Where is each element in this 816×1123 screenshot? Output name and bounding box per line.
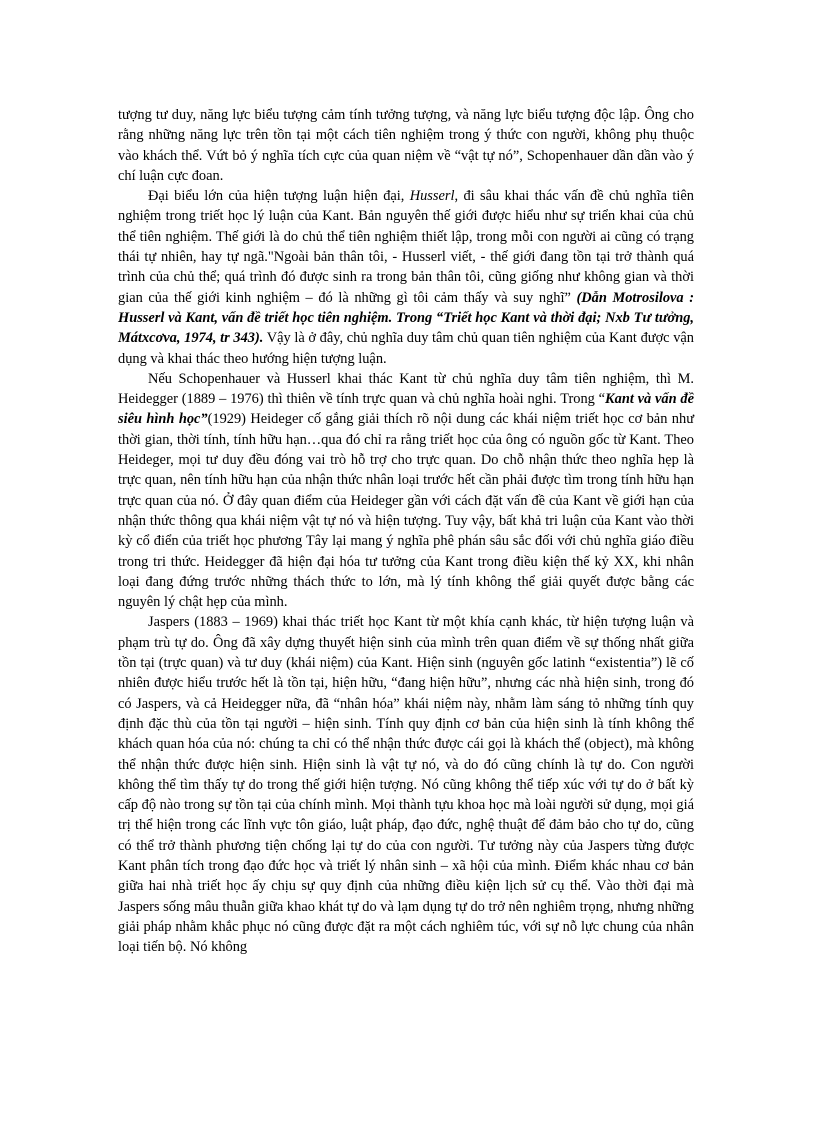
paragraph-2-intro: Đại biểu lớn của hiện tượng luận hiện đại, [148, 188, 410, 205]
paragraph-2-body: , đi sâu khai thác vấn đề chủ nghĩa tiên nghiệm trong triết học lý luận của Kant. Bản nguyên thế giới được hiểu như sự triển khai của chủ thể tiên nghiệm. Thế giới là do chủ thể tiên nghiệm thiết lập, trong mỗi con người ai cũng có trạng thái tự nhiên, hay tự ngã."Ngoài bản thân tôi, - Husserl viết, - thế giới đang tồn tại trở thành quá trình của chủ thể; quá trình đó được sinh ra trong bản thân tôi, cũng giống như không gian và thời gian của thế giới kinh nghiệm – đó là những gì tôi cảm thấy và suy nghĩ” [118, 188, 694, 306]
paragraph-4: Jaspers (1883 – 1969) khai thác triết học Kant từ một khía cạnh khác, từ hiện tượng luận và phạm trù tự do. Ông đã xây dựng thuyết hiện sinh của mình trên quan điểm về sự thống nhất giữa tồn tại (trực quan) và tư duy (khái niệm) của Kant. Hiện sinh (nguyên gốc latinh “existentia”) lẽ cố nhiên được hiểu trước hết là tồn tại, hiện hữu, “đang hiện hữu”, nhưng các nhà hiện sinh, trong đó có Jaspers, và cả Heidegger nữa, đã “nhân hóa” khái niệm này, nhằm làm sáng tỏ những tính quy định đặc thù của tồn tại người – hiện sinh. Tính quy định cơ bản của hiện sinh là tính không thể khách quan hóa của nó: chúng ta chỉ có thể nhận thức được cái gọi là khách thể (object), mà không thể nhận thức được hiện sinh. Hiện sinh là vật tự nó, và do đó cũng chính là tự do. Con người không thể tìm thấy tự do trong thế giới hiện tượng. Nó cũng không thể tiếp xúc với tự do ở bất kỳ cấp độ nào trong sự tồn tại của chính mình. Mọi thành tựu khoa học mà loài người sử dụng, mọi giá trị thể hiện trong các lĩnh vực tôn giáo, luật pháp, đạo đức, nghệ thuật để đảm bảo cho tự do, cũng có thể trở thành phương tiện chống lại tự do của con người. Tư tưởng này của Jaspers từng được Kant phân tích trong đạo đức học và triết lý nhân sinh – xã hội của mình. Điểm khác nhau cơ bản giữa hai nhà triết học ấy chịu sự quy định của những điều kiện lịch sử cụ thể. Vào thời đại mà Jaspers sống mâu thuẫn giữa khao khát tự do và lạm dụng tự do trở nên nghiêm trọng, nhưng những giải pháp nhằm khắc phục nó cũng được đặt ra một cách nghiêm túc, với sự nỗ lực chung của nhân loại tiến bộ. Nó không [118, 614, 694, 956]
paragraph-3-body: (1929) Heideger cố gắng giải thích rõ nội dung các khái niệm triết học cơ bản như thời gian, thời tính, tính hữu hạn…qua đó chỉ ra rằng triết học của ông có nguồn gốc từ Kant. Theo Heideger, mọi tư duy đều đóng vai trò hỗ trợ cho trực quan. Do chỗ nhận thức theo nghĩa hẹp là trực quan, nên tính hữu hạn của nhận thức nhân loại trước hết cần phải được tìm trong tính hữu hạn trực quan của nó. Ở đây quan điểm của Heideger gần với cách đặt vấn đề của Kant về giới hạn của nhận thức thông qua khái niệm vật tự nó và hiện tượng. Tuy vậy, bất khả tri luận của Kant vào thời kỳ cổ điển của triết học phương Tây lại mang ý nghĩa phê phán sâu sắc đối với chủ nghĩa giáo điều trong tri thức. Heidegger đã hiện đại hóa tư tưởng của Kant trong điều kiện thế kỷ XX, khi nhân loại đang đứng trước những thách thức to lớn, mà lý tính không thể giải quyết được bằng các nguyên lý chật hẹp của mình. [118, 411, 694, 611]
paragraph-3 [118, 369, 694, 613]
paragraph-3-intro: Nếu Schopenhauer và Husserl khai thác Kant từ chủ nghĩa duy tâm tiên nghiệm, thì M. Heidegger (1889 – 1976) thì thiên về tính trực quan và chủ nghĩa hoài nghi. Trong “ [118, 370, 694, 408]
book-title-heidegger: Kant và vấn đề siêu hình học” [118, 391, 694, 428]
document-page [118, 105, 694, 957]
paragraph-2 [118, 186, 694, 369]
paragraph-1: tượng tư duy, năng lực biểu tượng cảm tính tưởng tượng, và năng lực biểu tượng độc lập. Ông cho rằng những năng lực trên tồn tại một cách tiên nghiệm trong ý thức con người, không phụ thuộc vào khách thể. Vứt bỏ ý nghĩa tích cực của quan niệm về “vật tự nó”, Schopenhauer dần dần vào ý chí luận cực đoan. [118, 107, 694, 184]
husserl-name: Husserl [409, 188, 455, 205]
citation-motrosilova: (Dẫn Motrosilova : Husserl và Kant, vấn đề triết học tiên nghiệm. Trong “Triết học Kant và thời đại; Nxb Tư tưởng, Mátxcơva, 1974, tr 343). [118, 289, 695, 347]
paragraph-2-tail: Vậy là ở đây, chủ nghĩa duy tâm chủ quan tiên nghiệm của Kant được vận dụng và khai thác theo hướng hiện tượng luận. [118, 330, 694, 367]
